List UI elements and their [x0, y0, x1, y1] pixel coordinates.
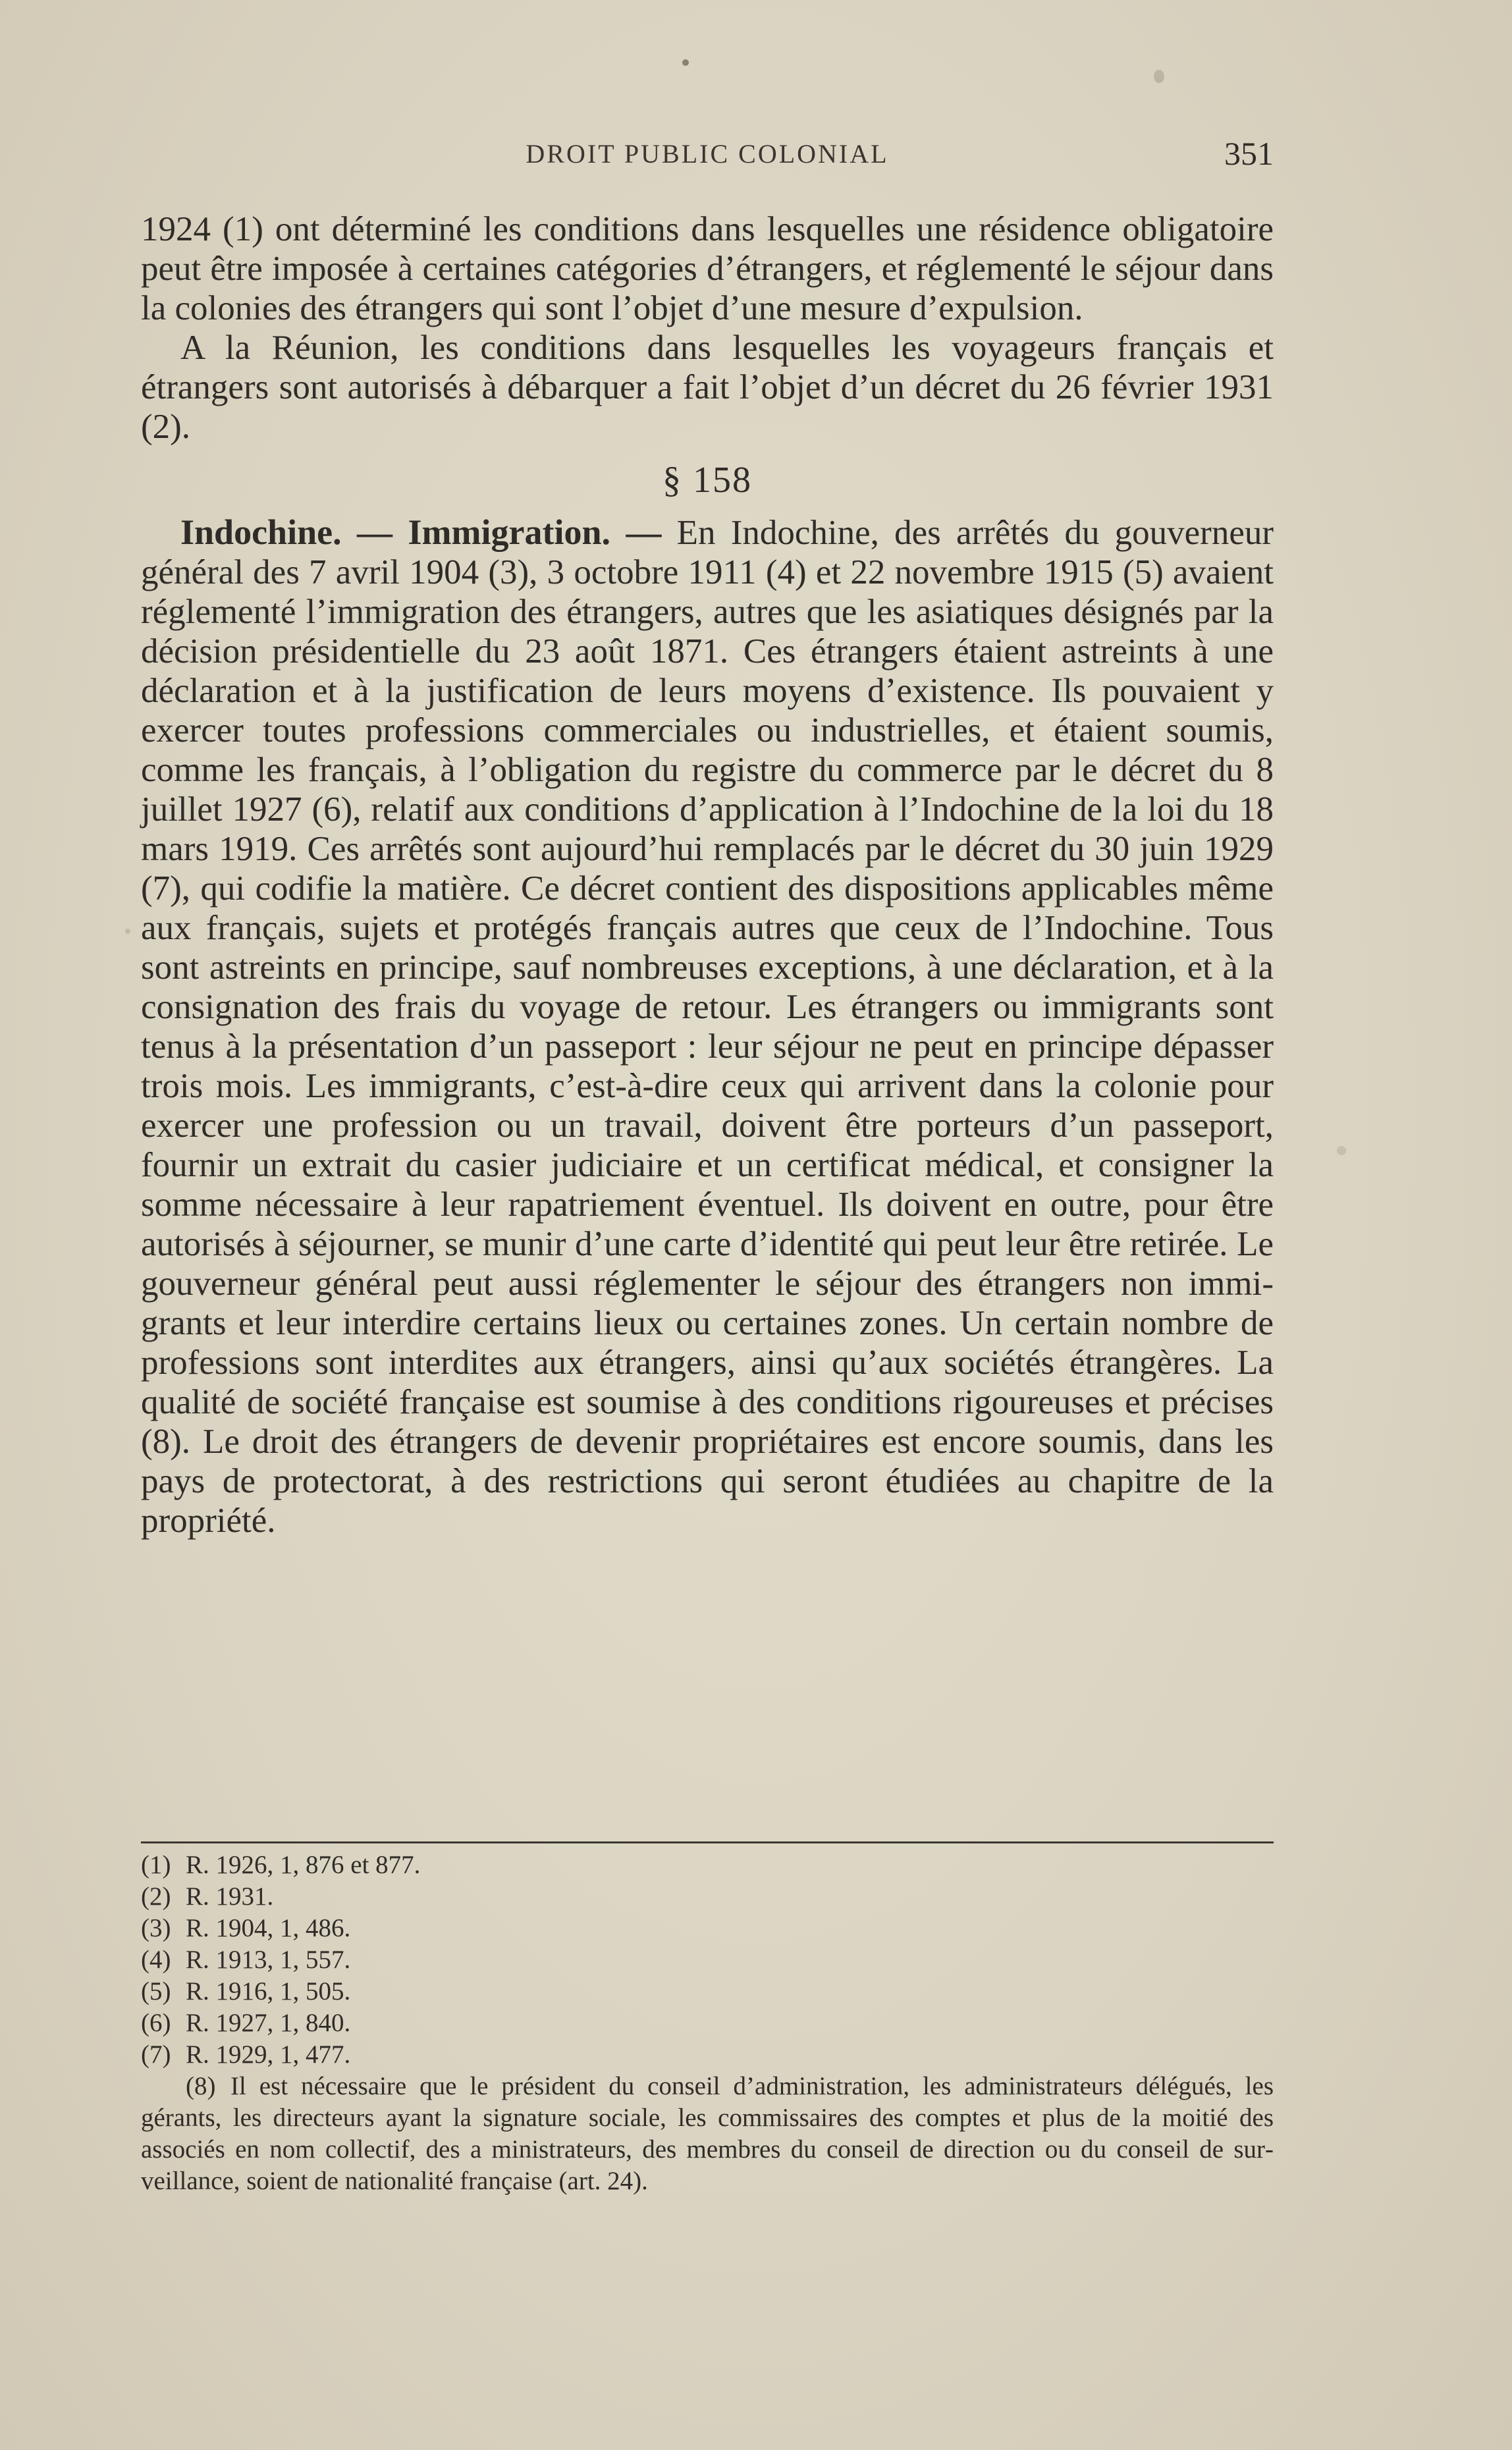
footnote	[141, 2007, 1274, 2039]
footnote	[141, 1913, 1274, 1944]
footnote	[141, 1944, 1274, 1976]
footnote-text: R. 1913, 1, 557.	[186, 1946, 351, 1974]
footnote-number: (1)	[141, 1851, 171, 1879]
footnote-number: (5)	[141, 1977, 171, 2005]
footnote-number: (2)	[141, 1882, 171, 1911]
paragraph-continued: 1924 (1) ont déterminé les conditions dans lesquelles une résidence obligatoire peut être imposée à certaines catégories d’étrangers, et réglementé le séjour dans la colonies des étrangers qui sont l’objet d’une mesure d’expulsion.	[141, 210, 1274, 327]
footnote-text: R. 1931.	[186, 1882, 274, 1911]
footnote	[141, 2039, 1274, 2071]
paper-speck	[1154, 70, 1164, 83]
footnote-text: Il est nécessaire que le président du conseil d’administration, les administrateurs délégués, les gérants, les directeurs ayant la signature sociale, les commissaires des comptes et plus de la moitié des associés en nom collectif, des a ministrateurs, des membres du conseil de direction ou du conseil de surveillance, soient de nationalité française (art. 24).	[141, 2072, 1274, 2195]
footnote-rule	[141, 1841, 1274, 1843]
section-text: En Indochine, des arrêtés du gouverneur général des 7 avril 1904 (3), 3 octobre 1911 (4) et 22 novembre 1915 (5) avaient réglementé l’immigration des étrangers, autres que les asiatiques désignés par la décision présidentielle du 23 août 1871. Ces étrangers étaient astreints à une déclaration et à la justification de leurs moyens d’existence. Ils pouvaient y exercer toutes professions commerciales ou industrielles, et étaient soumis, comme les français, à l’obligation du registre du commerce par le décret du 8 juillet 1927 (6), relatif aux conditions d’application à l’Indochine de la loi du 18 mars 1919. Ces arrêtés sont aujourd’hui remplacés par le décret du 30 juin 1929 (7), qui codifie la matière. Ce décret contient des dispositions applicables même aux français, sujets et protégés français autres que ceux de l’Indochine. Tous sont astreints en principe, sauf nombreuses exceptions, à une déclaration, et à la consignation des frais du voyage de retour. Les étrangers ou immigrants sont tenus à la présentation d’un passeport : leur séjour ne peut en principe dépasser trois mois. Les immigrants, c’est-à-dire ceux qui arrivent dans la colonie pour exercer une profession ou un travail, doivent être porteurs d’un passeport, fournir un extrait du casier judiciaire et un certificat médical, et consigner la somme nécessaire à leur rapatriement éventuel. Ils doivent en outre, pour être autorisés à séjourner, se munir d’une carte d’identité qui peut leur être retirée. Le gouverneur général peut aussi réglementer le séjour des étrangers non immigrants et leur interdire certains lieux ou certaines zones. Un certain nombre de professions sont interdites aux étrangers, ainsi qu’aux sociétés étrangères. La qualité de société française est soumise à des conditions rigoureuses et précises (8). Le droit des étrangers de devenir propriétaires est encore soumis, dans les pays de protectorat, à des restrictions qui seront étudiées au chapitre de la propriété.	[141, 514, 1274, 1540]
page-number: 351	[1224, 135, 1274, 172]
footnote-text: R. 1927, 1, 840.	[186, 2009, 351, 2037]
paragraph-indochine	[141, 512, 1274, 1540]
footnote	[141, 1849, 1274, 1881]
page-header	[141, 135, 1274, 184]
footnote-text: R. 1929, 1, 477.	[186, 2040, 351, 2069]
paper-speck	[682, 59, 689, 66]
section-run-head: Indochine. — Immigration. —	[180, 512, 662, 552]
footnote-number: (8)	[186, 2072, 216, 2100]
footnote	[141, 2071, 1274, 2197]
footnote-text: R. 1916, 1, 505.	[186, 1977, 351, 2005]
section-number: § 158	[662, 460, 752, 501]
footnote-text: R. 1926, 1, 876 et 877.	[186, 1851, 421, 1879]
footnote	[141, 1976, 1274, 2007]
footnote-number: (4)	[141, 1946, 171, 1974]
footnote-number: (7)	[141, 2040, 171, 2069]
main-text	[141, 209, 1274, 1540]
running-title: DROIT PUBLIC COLONIAL	[526, 139, 889, 169]
footnote	[141, 1881, 1274, 1913]
footnote-number: (6)	[141, 2009, 171, 2037]
paper-speck	[125, 929, 130, 934]
paragraph-reunion: A la Réunion, les conditions dans lesquelles les voyageurs français et étrangers sont autorisés à débarquer a fait l’objet d’un décret du 26 février 1931 (2).	[141, 329, 1274, 446]
paper-speck	[1337, 1146, 1346, 1155]
footnote-number: (3)	[141, 1914, 171, 1942]
footnotes	[141, 1849, 1274, 2197]
footnote-text: R. 1904, 1, 486.	[186, 1914, 351, 1942]
